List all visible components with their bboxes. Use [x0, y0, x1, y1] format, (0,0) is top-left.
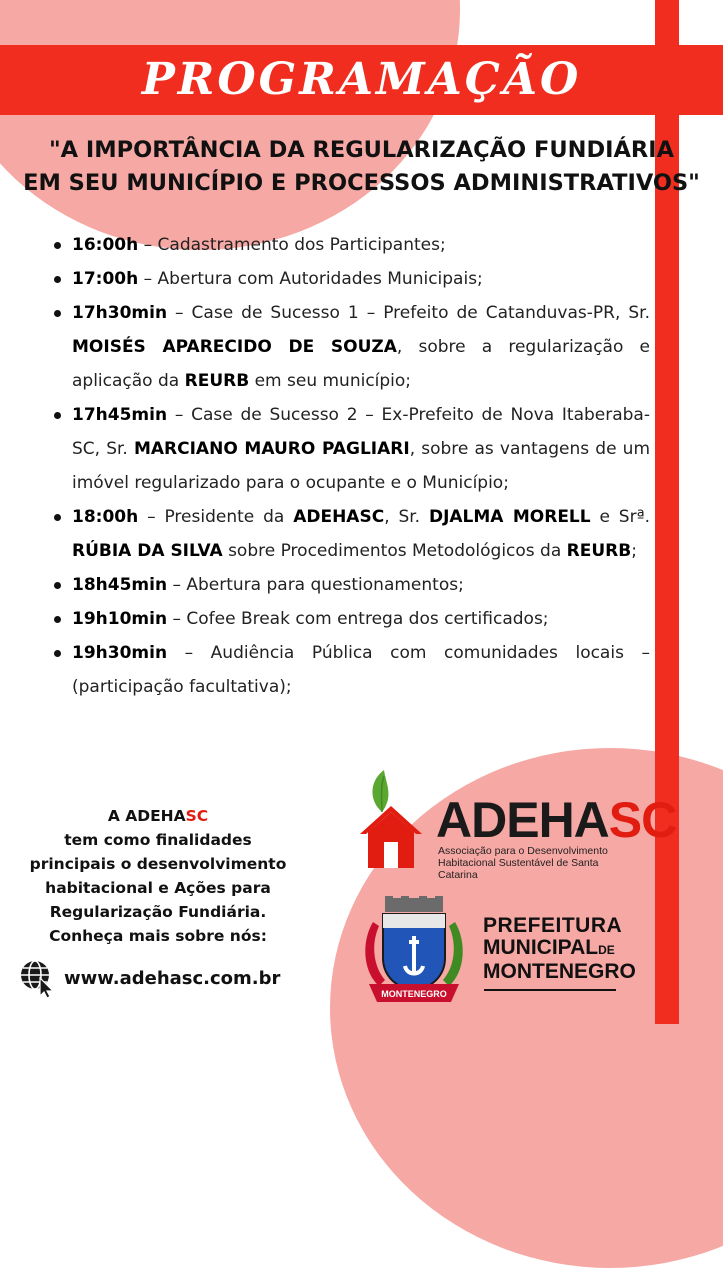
schedule-item	[52, 500, 650, 568]
schedule-text: – Case de Sucesso 1 – Prefeito de Catanduvas-PR, Sr.	[167, 303, 650, 323]
schedule-text: sobre Procedimentos Metodológicos da	[222, 541, 567, 561]
schedule-time: 18h45min	[72, 575, 168, 595]
prefeitura-logo-text	[483, 915, 636, 983]
about-line-6: Conheça mais sobre nós:	[49, 927, 267, 945]
schedule-text: , sobre as vantagens de um imóvel regularizado para o ocupante e o Município;	[72, 439, 651, 493]
about-prefix: A ADEHA	[107, 807, 186, 825]
schedule-text: em seu município;	[249, 371, 412, 391]
schedule-text: e Srª.	[590, 507, 650, 527]
speaker-name: RÚBIA DA SILVA	[72, 541, 223, 561]
website-link[interactable]: www.adehasc.com.br	[64, 968, 281, 989]
schedule-time: 18:00h	[72, 507, 139, 527]
prefeitura-underline	[484, 989, 616, 991]
speaker-name: MOISÉS APARECIDO DE SOUZA	[72, 337, 397, 357]
keyword: REURB	[566, 541, 632, 561]
about-text	[18, 804, 298, 948]
schedule-time: 19h10min	[72, 609, 168, 629]
schedule-text: , Sr.	[384, 507, 429, 527]
schedule-text: – Cadastramento dos Participantes;	[138, 235, 446, 255]
crest-label: MONTENEGRO	[381, 989, 447, 999]
event-subtitle	[10, 134, 713, 200]
logo-name-red: SC	[608, 792, 677, 848]
logo-name-dark: ADEHA	[436, 792, 609, 848]
schedule-item	[52, 262, 650, 296]
schedule-text: – Audiência Pública com comunidades locais – (participação facultativa);	[72, 643, 650, 697]
schedule-time: 16:00h	[72, 235, 139, 255]
prefeitura-line-2	[483, 937, 636, 961]
house-leaf-icon	[358, 770, 424, 870]
decor-circle-top	[0, 0, 460, 250]
schedule-time: 17h30min	[72, 303, 168, 323]
schedule-text: – Abertura para questionamentos;	[167, 575, 464, 595]
organization-name: ADEHASC	[293, 507, 385, 527]
schedule-item	[52, 296, 650, 398]
schedule-time: 19h30min	[72, 643, 168, 663]
speaker-name: MARCIANO MAURO PAGLIARI	[133, 439, 410, 459]
speaker-name: DJALMA MORELL	[428, 507, 591, 527]
schedule-text: – Abertura com Autoridades Municipais;	[138, 269, 483, 289]
tagline-line-2: Habitacional Sustentável de Santa Catarina	[438, 857, 599, 881]
page-title: PROGRAMAÇÃO	[141, 54, 582, 105]
schedule-text: – Cofee Break com entrega dos certificados;	[167, 609, 549, 629]
coat-of-arms-icon	[355, 892, 473, 1010]
schedule-item	[52, 568, 650, 602]
schedule-item	[52, 398, 650, 500]
schedule-list	[52, 228, 650, 704]
tagline-line-1: Associação para o Desenvolvimento	[438, 845, 608, 857]
schedule-item	[52, 602, 650, 636]
subtitle-line-1: "A IMPORTÂNCIA DA REGULARIZAÇÃO FUNDIÁRIA	[48, 137, 675, 163]
schedule-time: 17:00h	[72, 269, 139, 289]
about-highlight: SC	[185, 807, 209, 825]
prefeitura-line-2-small: DE	[598, 943, 615, 957]
adehasc-logo-text	[436, 792, 676, 848]
keyword: REURB	[184, 371, 250, 391]
about-line-3: principais o desenvolvimento	[29, 855, 287, 873]
prefeitura-line-1: PREFEITURA	[483, 914, 623, 937]
about-line-4: habitacional e Ações para	[45, 879, 271, 897]
schedule-text: – Presidente da	[138, 507, 294, 527]
schedule-time: 17h45min	[72, 405, 168, 425]
about-line-5: Regularização Fundiária.	[49, 903, 267, 921]
about-line-1	[18, 804, 298, 828]
globe-cursor-icon	[18, 958, 58, 998]
prefeitura-line-3: MONTENEGRO	[483, 960, 636, 983]
schedule-item	[52, 228, 650, 262]
schedule-text: ;	[631, 541, 637, 561]
about-line-2: tem como finalidades	[64, 831, 252, 849]
prefeitura-line-2-main: MUNICIPAL	[483, 936, 599, 959]
adehasc-tagline	[438, 845, 638, 881]
schedule-text: – Case de Sucesso 2 – Ex-Prefeito de Nova Itaberaba-SC, Sr.	[72, 405, 650, 459]
subtitle-line-2: EM SEU MUNICÍPIO E PROCESSOS ADMINISTRATIVOS"	[23, 170, 700, 196]
website-row[interactable]	[18, 958, 308, 998]
schedule-item	[52, 636, 650, 704]
schedule-text: , sobre a regularização e aplicação da	[72, 337, 650, 391]
